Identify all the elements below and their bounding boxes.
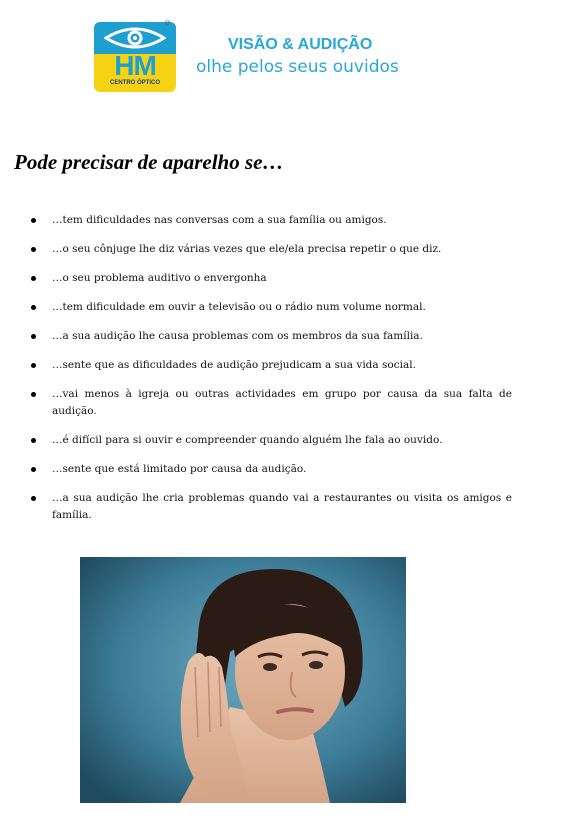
list-item-text: …sente que está limitado por causa da audição.	[52, 463, 307, 475]
list-item-text: …o seu problema auditivo o envergonha	[52, 272, 267, 284]
list-item	[28, 328, 512, 345]
section-heading: Pode precisar de aparelho se…	[14, 150, 284, 174]
logo-caption: CENTRO ÓPTICO	[109, 80, 160, 86]
list-item	[28, 490, 512, 524]
list-item	[28, 212, 512, 229]
photo-illustration	[80, 557, 406, 803]
list-item-text: …tem dificuldades nas conversas com a sua família ou amigos.	[52, 214, 387, 226]
list-item	[28, 357, 512, 374]
bullet-icon	[31, 334, 36, 339]
eye-icon	[104, 26, 166, 50]
list-item	[28, 432, 512, 449]
centro-optico-logo	[94, 22, 176, 92]
list-item	[28, 270, 512, 287]
bullet-icon	[31, 247, 36, 252]
bullet-icon	[31, 363, 36, 368]
list-item-text: …é difícil para si ouvir e compreender quando alguém lhe fala ao ouvido.	[52, 434, 443, 446]
list-item	[28, 241, 512, 258]
list-item-text: …a sua audição lhe causa problemas com os membros da sua família.	[52, 330, 423, 342]
list-item-text: …vai menos à igreja ou outras actividades em grupo por causa da sua falta de audição.	[52, 388, 512, 417]
logo-initials: HM	[114, 50, 156, 81]
list-item	[28, 299, 512, 316]
woman-listening-photo	[80, 557, 406, 803]
bullet-icon	[31, 438, 36, 443]
bullet-icon	[31, 305, 36, 310]
list-item-text: …o seu cônjuge lhe diz várias vezes que ele/ela precisa repetir o que diz.	[52, 243, 442, 255]
brand-title: VISÃO & AUDIÇÃO	[228, 36, 373, 53]
list-item-text: …sente que as dificuldades de audição prejudicam a sua vida social.	[52, 359, 416, 371]
list-item	[28, 461, 512, 478]
bullet-icon	[31, 496, 36, 501]
symptom-list	[28, 212, 512, 536]
brand-tagline: olhe pelos seus ouvidos	[196, 57, 399, 77]
bullet-icon	[31, 276, 36, 281]
list-item-text: …a sua audição lhe cria problemas quando vai a restaurantes ou visita os amigos e família.	[52, 492, 512, 521]
bullet-icon	[31, 467, 36, 472]
bullet-icon	[31, 392, 36, 397]
list-item-text: …tem dificuldade em ouvir a televisão ou o rádio num volume normal.	[52, 301, 426, 313]
bullet-icon	[31, 218, 36, 223]
registered-mark: ®	[165, 20, 171, 27]
list-item	[28, 386, 512, 420]
